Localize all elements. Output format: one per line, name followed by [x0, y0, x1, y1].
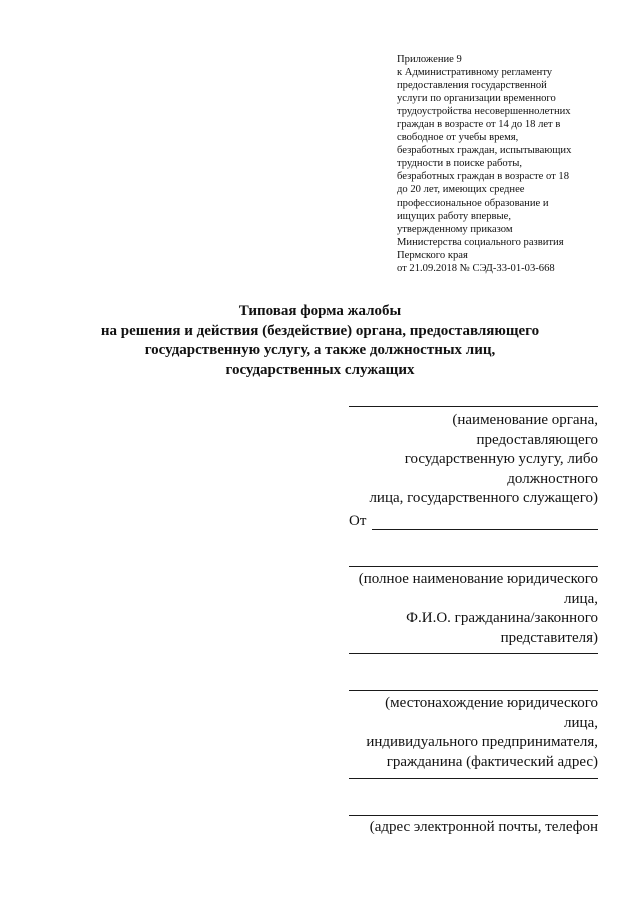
appendix-line: утвержденному приказом [397, 223, 513, 235]
address-fill-line-2 [349, 690, 598, 691]
appendix-line: услуги по организации временного [397, 93, 556, 105]
caption-line: (адрес электронной почты, телефон [369, 819, 598, 835]
appendix-line: Министерства социального развития [397, 236, 564, 248]
appendix-block [397, 53, 627, 275]
appendix-line: Приложение 9 [397, 54, 462, 65]
title-line: государственных служащих [225, 361, 415, 378]
caption-line: представителя) [500, 629, 598, 646]
appendix-line: от 21.09.2018 № СЭД-33-01-03-668 [397, 262, 555, 274]
caption-line: (местонахождение юридического [385, 695, 598, 711]
caption-line: лица, [564, 590, 598, 607]
appendix-line: Пермского края [397, 249, 468, 261]
appendix-line: предоставления государственной [397, 80, 547, 92]
caption-line: лица, [564, 714, 598, 731]
contact-caption [298, 818, 598, 838]
appendix-line: свободное от учебы время, [397, 132, 519, 144]
caption-line: должностного [507, 470, 598, 487]
caption-line: лица, государственного служащего) [369, 490, 598, 507]
appendix-line: ищущих работу впервые, [397, 210, 512, 222]
appendix-line: трудности в поиске работы, [397, 158, 522, 170]
address-fill-line-1 [349, 653, 598, 654]
contact-fill-line-2 [349, 815, 598, 816]
appendix-line: безработных граждан, испытывающих [397, 145, 572, 157]
appendix-line: граждан в возрасте от 14 до 18 лет в [397, 119, 561, 131]
document-title [0, 302, 640, 380]
caption-line: гражданина (фактический адрес) [386, 753, 598, 770]
title-line: государственную услугу, а также должностных лиц, [144, 342, 496, 358]
sender-name-caption [298, 570, 598, 648]
title-line: на решения и действия (бездействие) органа, предоставляющего [100, 322, 540, 339]
title-line: Типовая форма жалобы [238, 303, 402, 319]
sender-name-fill-line [349, 566, 598, 567]
appendix-line: трудоустройства несовершеннолетних [397, 106, 571, 118]
address-caption [298, 694, 598, 772]
appendix-line: безработных граждан в возрасте от 18 [397, 171, 570, 183]
appendix-line: до 20 лет, имеющих среднее [397, 184, 525, 196]
caption-line: государственную услугу, либо [404, 451, 598, 468]
from-fill-line [372, 529, 598, 530]
appendix-line: к Административному регламенту [397, 67, 553, 79]
caption-line: (полное наименование юридического [358, 571, 598, 587]
recipient-caption [298, 411, 598, 509]
caption-line: Ф.И.О. гражданина/законного [406, 610, 598, 627]
from-label: От [349, 513, 367, 529]
caption-line: (наименование органа, [452, 412, 598, 428]
recipient-fill-line [349, 406, 598, 407]
contact-fill-line-1 [349, 778, 598, 779]
appendix-line: профессиональное образование и [397, 197, 549, 209]
caption-line: индивидуального предпринимателя, [366, 734, 598, 751]
caption-line: предоставляющего [476, 431, 598, 448]
